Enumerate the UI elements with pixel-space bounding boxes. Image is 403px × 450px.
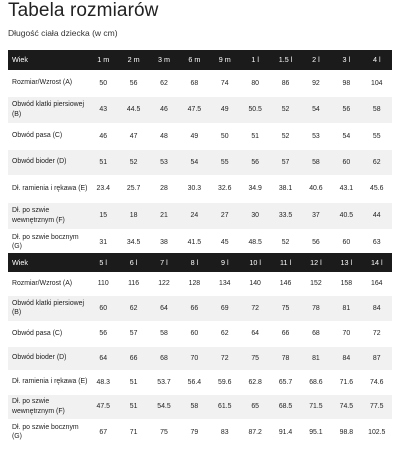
table-cell: 50 (210, 123, 240, 149)
table-cell: 31 (88, 229, 118, 255)
table-cell: 57 (270, 149, 300, 175)
header-cell-age: Wiek (8, 50, 88, 70)
table-row (8, 394, 392, 419)
header-cell: 14 l (362, 253, 392, 272)
table-cell: 58 (179, 394, 209, 419)
table-cell: 68 (179, 70, 209, 96)
row-label: Dł. po szwie bocznym (G) (8, 229, 88, 255)
table-cell: 116 (118, 272, 148, 295)
table-cell: 28 (149, 175, 179, 202)
table-cell: 40.5 (331, 202, 361, 229)
table-cell: 62.8 (240, 370, 270, 394)
table-cell: 59.6 (210, 370, 240, 394)
table-cell: 60 (331, 229, 361, 255)
table-cell: 50 (88, 70, 118, 96)
header-cell: 3 m (149, 50, 179, 70)
table-cell: 77.5 (362, 394, 392, 419)
table-row (8, 202, 392, 229)
table-cell: 68 (301, 321, 331, 346)
table-cell: 52 (118, 149, 148, 175)
table-cell: 72 (210, 346, 240, 370)
table-cell: 146 (270, 272, 300, 295)
table-row (8, 96, 392, 123)
table-cell: 62 (149, 70, 179, 96)
header-cell: 2 l (301, 50, 331, 70)
table-cell: 95.1 (301, 419, 331, 445)
table-cell: 104 (362, 70, 392, 96)
table-cell: 55 (362, 123, 392, 149)
table-cell: 84 (362, 295, 392, 321)
header-cell-age: Wiek (8, 253, 88, 272)
table-cell: 75 (149, 419, 179, 445)
table-cell: 54 (301, 96, 331, 123)
row-label: Rozmiar/Wzrost (A) (8, 70, 88, 96)
table-cell: 51 (240, 123, 270, 149)
table-cell: 51 (118, 394, 148, 419)
table-cell: 41.5 (179, 229, 209, 255)
table-cell: 43 (88, 96, 118, 123)
table-cell: 140 (240, 272, 270, 295)
table-cell: 69 (210, 295, 240, 321)
table-cell: 53 (149, 149, 179, 175)
row-label: Obwód bioder (D) (8, 346, 88, 370)
table-cell: 47.5 (179, 96, 209, 123)
table-cell: 46 (88, 123, 118, 149)
table-cell: 45 (210, 229, 240, 255)
table-cell: 56 (240, 149, 270, 175)
table-cell: 27 (210, 202, 240, 229)
table-cell: 64 (240, 321, 270, 346)
table-cell: 68 (149, 346, 179, 370)
table-cell: 64 (88, 346, 118, 370)
table-header-row (8, 253, 392, 272)
table-cell: 24 (179, 202, 209, 229)
table-row (8, 295, 392, 321)
table-cell: 38 (149, 229, 179, 255)
table-row (8, 175, 392, 202)
table-cell: 65 (240, 394, 270, 419)
table-cell: 30 (240, 202, 270, 229)
header-cell: 8 l (179, 253, 209, 272)
table-cell: 86 (270, 70, 300, 96)
table-cell: 51 (118, 370, 148, 394)
table-cell: 66 (179, 295, 209, 321)
table-cell: 87 (362, 346, 392, 370)
table-cell: 21 (149, 202, 179, 229)
header-cell: 1 l (240, 50, 270, 70)
table-cell: 72 (362, 321, 392, 346)
size-table-child (8, 253, 392, 445)
table-cell: 60 (179, 321, 209, 346)
table-cell: 78 (301, 295, 331, 321)
table-cell: 122 (149, 272, 179, 295)
table-cell: 68.6 (301, 370, 331, 394)
table-cell: 49 (179, 123, 209, 149)
table-cell: 60 (331, 149, 361, 175)
table-cell: 68.5 (270, 394, 300, 419)
table-cell: 74.5 (331, 394, 361, 419)
header-cell: 9 m (210, 50, 240, 70)
row-label: Obwód bioder (D) (8, 149, 88, 175)
table-cell: 74.6 (362, 370, 392, 394)
row-label: Obwód pasa (C) (8, 123, 88, 149)
table-row (8, 149, 392, 175)
table-cell: 32.6 (210, 175, 240, 202)
page-title: Tabela rozmiarów (8, 0, 159, 21)
size-table-infant (8, 50, 392, 255)
table-cell: 78 (270, 346, 300, 370)
table-cell: 158 (331, 272, 361, 295)
table-cell: 164 (362, 272, 392, 295)
table-cell: 87.2 (240, 419, 270, 445)
table-row (8, 346, 392, 370)
header-cell: 1 m (88, 50, 118, 70)
header-cell: 10 l (240, 253, 270, 272)
row-label: Obwód pasa (C) (8, 321, 88, 346)
table-cell: 66 (270, 321, 300, 346)
table-cell: 57 (118, 321, 148, 346)
table-cell: 71 (118, 419, 148, 445)
table-cell: 83 (210, 419, 240, 445)
table-cell: 23.4 (88, 175, 118, 202)
table-cell: 54 (179, 149, 209, 175)
table-cell: 65.7 (270, 370, 300, 394)
table-cell: 47.5 (88, 394, 118, 419)
table-cell: 34.5 (118, 229, 148, 255)
table-row (8, 321, 392, 346)
table-cell: 46 (149, 96, 179, 123)
table-cell: 70 (179, 346, 209, 370)
header-cell: 4 l (362, 50, 392, 70)
row-label: Dł. ramienia i rękawa (E) (8, 370, 88, 394)
table-cell: 81 (301, 346, 331, 370)
row-label: Dł. po szwie bocznym (G) (8, 419, 88, 445)
table-cell: 52 (270, 96, 300, 123)
table-cell: 53.7 (149, 370, 179, 394)
table-row (8, 229, 392, 255)
table-cell: 74 (210, 70, 240, 96)
table-cell: 134 (210, 272, 240, 295)
table-cell: 58 (301, 149, 331, 175)
header-cell: 5 l (88, 253, 118, 272)
table-cell: 47 (118, 123, 148, 149)
table-cell: 48 (149, 123, 179, 149)
page-subtitle: Długość ciała dziecka (w cm) (8, 28, 118, 38)
table-cell: 67 (88, 419, 118, 445)
table-cell: 98 (331, 70, 361, 96)
row-label: Dł. ramienia i rękawa (E) (8, 175, 88, 202)
table-cell: 40.6 (301, 175, 331, 202)
header-cell: 11 l (270, 253, 300, 272)
header-cell: 1.5 l (270, 50, 300, 70)
table-cell: 49 (210, 96, 240, 123)
table-cell: 152 (301, 272, 331, 295)
table-cell: 25.7 (118, 175, 148, 202)
row-label: Dł. po szwie wewnętrznym (F) (8, 202, 88, 229)
table-cell: 75 (270, 295, 300, 321)
table-cell: 71.6 (331, 370, 361, 394)
table-cell: 56 (118, 70, 148, 96)
table-row (8, 272, 392, 295)
table-cell: 62 (362, 149, 392, 175)
row-label: Dł. po szwie wewnętrznym (F) (8, 394, 88, 419)
table-cell: 52 (270, 123, 300, 149)
table-cell: 64 (149, 295, 179, 321)
table-row (8, 70, 392, 96)
table-cell: 48.3 (88, 370, 118, 394)
header-cell: 7 l (149, 253, 179, 272)
table-cell: 110 (88, 272, 118, 295)
table-cell: 66 (118, 346, 148, 370)
table-cell: 128 (179, 272, 209, 295)
table-cell: 84 (331, 346, 361, 370)
table-cell: 72 (240, 295, 270, 321)
table-cell: 51 (88, 149, 118, 175)
header-cell: 13 l (331, 253, 361, 272)
table-cell: 60 (88, 295, 118, 321)
table-cell: 55 (210, 149, 240, 175)
header-cell: 9 l (210, 253, 240, 272)
table-cell: 63 (362, 229, 392, 255)
table-header-row (8, 50, 392, 70)
table-cell: 34.9 (240, 175, 270, 202)
table-cell: 54 (331, 123, 361, 149)
table-cell: 56 (301, 229, 331, 255)
table-cell: 54.5 (149, 394, 179, 419)
table-cell: 58 (149, 321, 179, 346)
table-cell: 53 (301, 123, 331, 149)
table-cell: 98.8 (331, 419, 361, 445)
table-row (8, 419, 392, 445)
table-cell: 37 (301, 202, 331, 229)
table-cell: 62 (118, 295, 148, 321)
header-cell: 6 m (179, 50, 209, 70)
row-label: Obwód klatki piersiowej (B) (8, 96, 88, 123)
table-cell: 58 (362, 96, 392, 123)
table-cell: 38.1 (270, 175, 300, 202)
table-cell: 92 (301, 70, 331, 96)
table-row (8, 123, 392, 149)
header-cell: 6 l (118, 253, 148, 272)
table-cell: 91.4 (270, 419, 300, 445)
table-cell: 30.3 (179, 175, 209, 202)
header-cell: 3 l (331, 50, 361, 70)
table-cell: 44 (362, 202, 392, 229)
table-cell: 80 (240, 70, 270, 96)
table-cell: 62 (210, 321, 240, 346)
table-cell: 48.5 (240, 229, 270, 255)
table-cell: 102.5 (362, 419, 392, 445)
row-label: Obwód klatki piersiowej (B) (8, 295, 88, 321)
table-cell: 18 (118, 202, 148, 229)
table-cell: 33.5 (270, 202, 300, 229)
table-cell: 56 (88, 321, 118, 346)
table-cell: 45.6 (362, 175, 392, 202)
table-cell: 56.4 (179, 370, 209, 394)
table-cell: 56 (331, 96, 361, 123)
table-cell: 52 (270, 229, 300, 255)
table-cell: 79 (179, 419, 209, 445)
table-cell: 81 (331, 295, 361, 321)
table-cell: 15 (88, 202, 118, 229)
table-cell: 70 (331, 321, 361, 346)
table-cell: 50.5 (240, 96, 270, 123)
header-cell: 12 l (301, 253, 331, 272)
table-cell: 61.5 (210, 394, 240, 419)
table-cell: 71.5 (301, 394, 331, 419)
header-cell: 2 m (118, 50, 148, 70)
row-label: Rozmiar/Wzrost (A) (8, 272, 88, 295)
table-cell: 75 (240, 346, 270, 370)
table-cell: 44.5 (118, 96, 148, 123)
table-row (8, 370, 392, 394)
table-cell: 43.1 (331, 175, 361, 202)
